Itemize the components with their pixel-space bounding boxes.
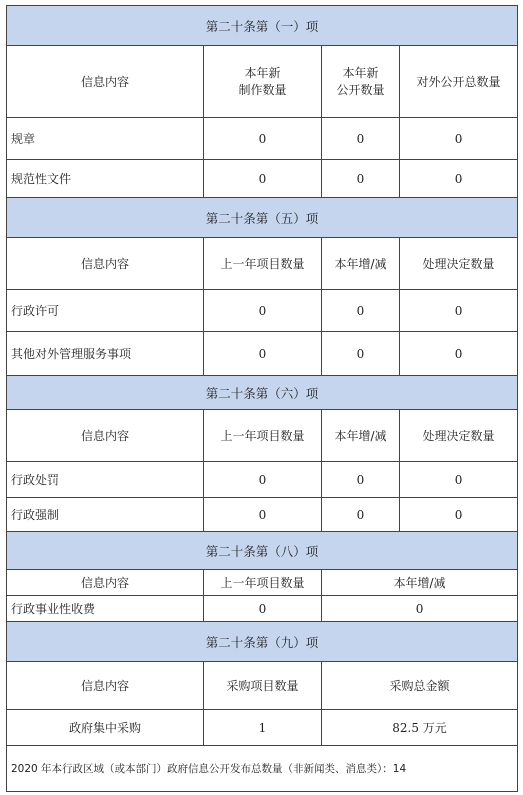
cell-value: 0: [400, 498, 518, 532]
header-new-made-count: 本年新 制作数量: [204, 46, 322, 118]
cell-value: 0: [322, 596, 518, 622]
section-title-1: 第二十条第（一）项: [7, 6, 518, 46]
table-row: [7, 160, 518, 198]
cell-value: 0: [322, 160, 400, 198]
cell-value: 0: [400, 332, 518, 376]
header-procurement-amount: 采购总金额: [322, 662, 518, 710]
header-info-content: 信息内容: [7, 46, 204, 118]
row-label: 行政事业性收费: [7, 596, 204, 622]
cell-value: 0: [204, 498, 322, 532]
cell-value: 0: [322, 290, 400, 332]
cell-value: 0: [400, 160, 518, 198]
table-row: [7, 290, 518, 332]
table-row: [7, 710, 518, 746]
cell-value: 0: [322, 332, 400, 376]
cell-value: 0: [322, 498, 400, 532]
table-row: [7, 332, 518, 376]
table-row: [7, 462, 518, 498]
cell-value: 0: [322, 462, 400, 498]
row-label: 规范性文件: [7, 160, 204, 198]
cell-value: 0: [204, 118, 322, 160]
cell-value: 0: [322, 118, 400, 160]
header-decision-count: 处理决定数量: [400, 410, 518, 462]
cell-value: 1: [204, 710, 322, 746]
cell-value: 0: [400, 290, 518, 332]
header-prev-year-count: 上一年项目数量: [204, 238, 322, 290]
cell-value: 0: [400, 462, 518, 498]
section-title-5: 第二十条第（五）项: [7, 198, 518, 238]
row-label: 政府集中采购: [7, 710, 204, 746]
header-info-content: 信息内容: [7, 410, 204, 462]
row-label: 规章: [7, 118, 204, 160]
header-info-content: 信息内容: [7, 662, 204, 710]
cell-value: 0: [204, 290, 322, 332]
row-label: 行政强制: [7, 498, 204, 532]
header-new-published-count: 本年新 公开数量: [322, 46, 400, 118]
header-total-public-count: 对外公开总数量: [400, 46, 518, 118]
table-row: [7, 596, 518, 622]
cell-value: 0: [400, 118, 518, 160]
header-year-change: 本年增/减: [322, 410, 400, 462]
cell-value: 0: [204, 596, 322, 622]
header-procurement-count: 采购项目数量: [204, 662, 322, 710]
section-title-8: 第二十条第（八）项: [7, 532, 518, 570]
header-year-change: 本年增/减: [322, 570, 518, 596]
info-disclosure-table: [6, 5, 518, 792]
cell-value: 0: [204, 160, 322, 198]
header-info-content: 信息内容: [7, 570, 204, 596]
header-decision-count: 处理决定数量: [400, 238, 518, 290]
header-info-content: 信息内容: [7, 238, 204, 290]
table-row: [7, 118, 518, 160]
cell-value: 0: [204, 462, 322, 498]
section-title-6: 第二十条第（六）项: [7, 376, 518, 410]
header-prev-year-count: 上一年项目数量: [204, 410, 322, 462]
total-published-count-note: 2020 年本行政区域（或本部门）政府信息公开发布总数量（非新闻类、消息类）：14: [7, 746, 518, 792]
cell-value: 0: [204, 332, 322, 376]
section-title-9: 第二十条第（九）项: [7, 622, 518, 662]
table-row: [7, 498, 518, 532]
header-prev-year-count: 上一年项目数量: [204, 570, 322, 596]
row-label: 行政许可: [7, 290, 204, 332]
header-year-change: 本年增/减: [322, 238, 400, 290]
row-label: 行政处罚: [7, 462, 204, 498]
cell-value: 82.5 万元: [322, 710, 518, 746]
row-label: 其他对外管理服务事项: [7, 332, 204, 376]
